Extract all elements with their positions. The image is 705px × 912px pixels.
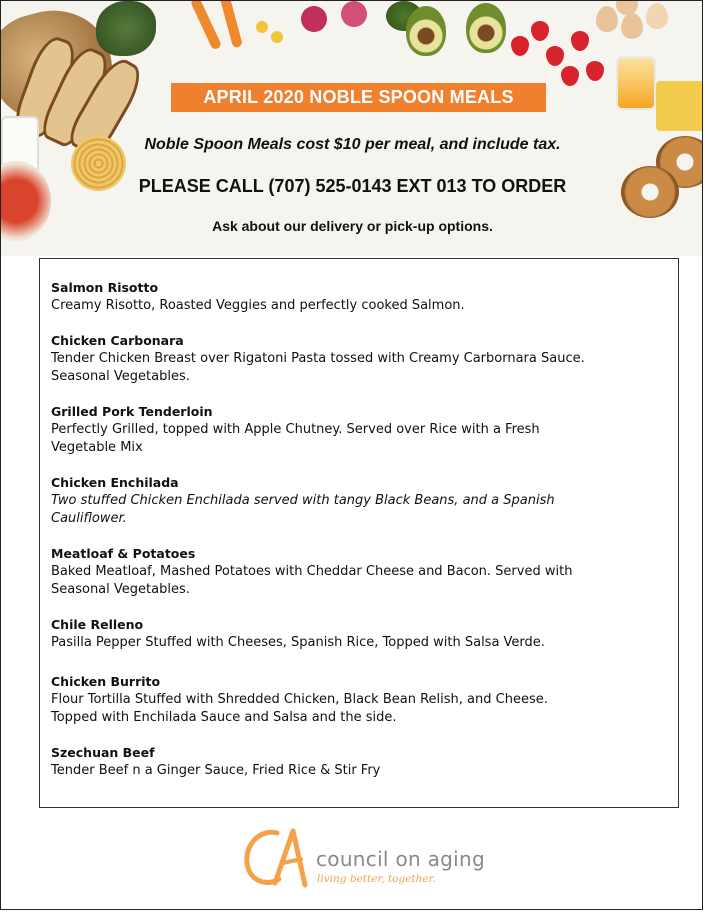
meal-name: Chicken Enchilada: [51, 475, 179, 490]
meal-description: Flour Tortilla Stuffed with Shredded Chicken, Black Bean Relish, and Cheese.: [51, 692, 548, 707]
menu-item: [51, 545, 668, 599]
meal-description: Creamy Risotto, Roasted Veggies and perfectly cooked Salmon.: [51, 298, 465, 313]
meal-name: Szechuan Beef: [51, 745, 155, 760]
menu-item: [51, 616, 668, 652]
menu-item: [51, 744, 668, 780]
orange-juice-image: [616, 56, 656, 110]
logo-name: council on aging: [316, 847, 485, 871]
meal-name: Salmon Risotto: [51, 280, 159, 295]
carrot-image: [219, 1, 243, 48]
meal-name: Grilled Pork Tenderloin: [51, 404, 213, 419]
menu-list: [39, 258, 679, 808]
meal-description: Perfectly Grilled, topped with Apple Chutney. Served over Rice with a Fresh: [51, 422, 540, 437]
carrot-image: [190, 1, 222, 51]
strawberry-image: [561, 66, 579, 86]
meal-description: Pasilla Pepper Stuffed with Cheeses, Spanish Rice, Topped with Salsa Verde.: [51, 635, 545, 650]
menu-item: [51, 332, 668, 386]
menu-item: [51, 279, 668, 315]
meal-description: Tender Beef n a Ginger Sauce, Fried Rice & Stir Fry: [51, 763, 381, 778]
price-note: Noble Spoon Meals cost $10 per meal, and include tax.: [144, 136, 561, 153]
food-header-image: [1, 1, 703, 256]
menu-item: [51, 474, 668, 528]
egg-image: [596, 6, 618, 32]
flyer-title: APRIL 2020 NOBLE SPOON MEALS: [171, 83, 546, 112]
radish-image: [341, 1, 367, 27]
egg-image: [646, 3, 668, 29]
strawberry-image: [586, 61, 604, 81]
logo-tagline: living better, together.: [317, 873, 436, 885]
order-phone-line: PLEASE CALL (707) 525-0143 EXT 013 TO ORDER: [138, 176, 567, 196]
meal-name: Chile Relleno: [51, 617, 144, 632]
meal-name: Chicken Carbonara: [51, 333, 184, 348]
radish-image: [301, 6, 327, 32]
yellow-tomato-image: [256, 21, 268, 33]
council-on-aging-logo: [239, 821, 499, 901]
meal-name: Chicken Burrito: [51, 674, 161, 689]
strawberry-image: [511, 36, 529, 56]
meal-description: Two stuffed Chicken Enchilada served with tangy Black Beans, and a Spanish: [51, 493, 555, 508]
strawberry-image: [571, 31, 589, 51]
menu-item: [51, 403, 668, 457]
meal-name: Meatloaf & Potatoes: [51, 546, 196, 561]
meal-description: Topped with Enchilada Sauce and Salsa and the side.: [51, 710, 397, 725]
meal-description: Tender Chicken Breast over Rigatoni Pasta tossed with Creamy Carbornara Sauce.: [51, 351, 585, 366]
yellow-tomato-image: [271, 31, 283, 43]
cheese-image: [656, 81, 703, 131]
meal-description: Seasonal Vegetables.: [51, 582, 190, 597]
delivery-note: Ask about our delivery or pick-up options.: [212, 218, 493, 234]
menu-item: [51, 673, 668, 727]
meal-description: Vegetable Mix: [51, 440, 143, 455]
meal-description: Seasonal Vegetables.: [51, 369, 190, 384]
meal-description: Baked Meatloaf, Mashed Potatoes with Cheddar Cheese and Bacon. Served with: [51, 564, 573, 579]
strawberry-image: [531, 21, 549, 41]
avocado-image: [406, 6, 446, 56]
kale-image: [96, 1, 156, 56]
strawberry-image: [546, 46, 564, 66]
egg-image: [621, 13, 643, 39]
council-on-aging-logo-mark-icon: [239, 821, 319, 901]
meal-description: Cauliflower.: [51, 511, 127, 526]
avocado-image: [466, 3, 506, 53]
